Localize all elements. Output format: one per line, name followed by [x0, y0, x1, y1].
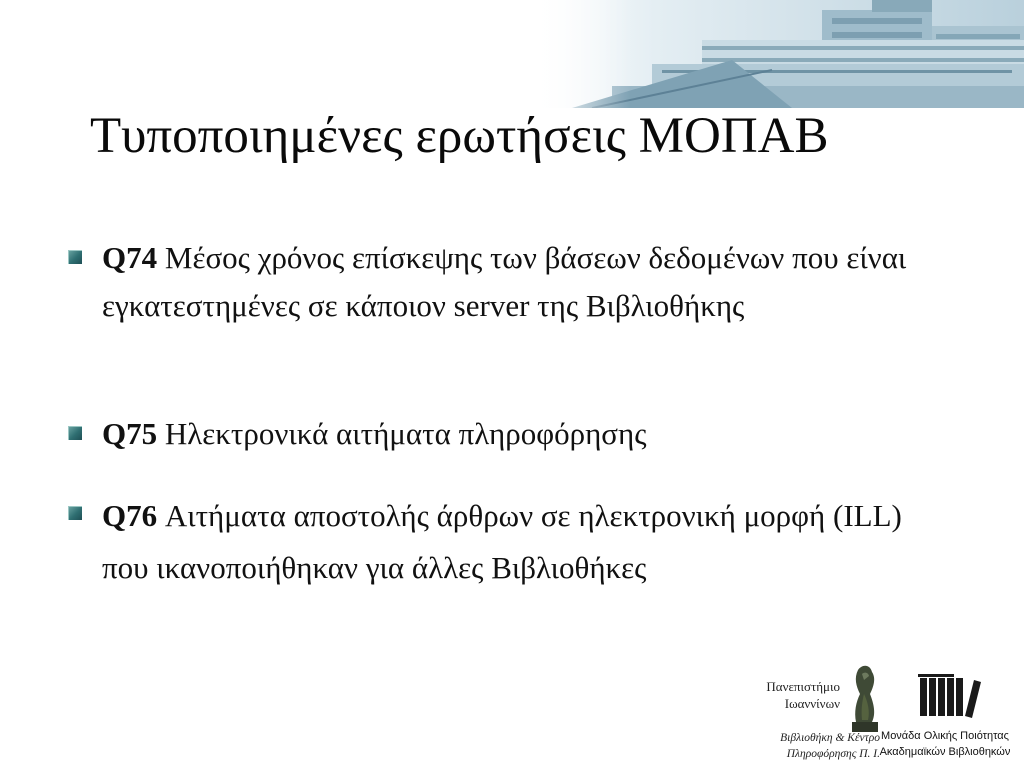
question-code: Q76: [102, 498, 158, 533]
monada-name: [866, 728, 1024, 760]
campus-building-photo: [532, 0, 1024, 108]
question-text: Ηλεκτρονικά αιτήματα πληροφόρησης: [164, 416, 647, 451]
university-line2: Ιωαννίνων: [784, 696, 840, 711]
question-code: Q75: [102, 416, 158, 451]
footer-logos: [700, 660, 1024, 768]
library-line1: Βιβλιοθήκη & Κέντρο: [780, 732, 880, 744]
monada-line1: Μονάδα Ολικής Ποιότητας: [881, 730, 1009, 742]
square-bullet-icon: [68, 250, 82, 264]
bullet-text: [102, 234, 942, 330]
square-bullet-icon: [68, 506, 82, 520]
question-text: Αιτήματα αποστολής άρθρων σε ηλεκτρονική μορφή (ILL) που ικανοποιήθηκαν για άλλες Βιβλιοθήκες: [102, 498, 902, 585]
bullet-text: [102, 410, 942, 458]
question-code: Q74: [102, 240, 158, 275]
books-logo-icon: [918, 674, 984, 727]
square-bullet-icon: [68, 426, 82, 440]
slide-title: Τυποποιημένες ερωτήσεις ΜΟΠΑΒ: [90, 108, 829, 164]
university-name: [740, 678, 840, 712]
monada-line2: Ακαδημαϊκών Βιβλιοθηκών: [879, 746, 1011, 758]
bullet-text: [102, 490, 942, 594]
question-text: Μέσος χρόνος επίσκεψης των βάσεων δεδομένων που είναι εγκατεστημένες σε κάποιον server της Βιβλιοθήκης: [102, 240, 907, 323]
university-line1: Πανεπιστήμιο: [766, 679, 840, 694]
library-line2: Πληροφόρησης Π. Ι.: [786, 748, 880, 760]
